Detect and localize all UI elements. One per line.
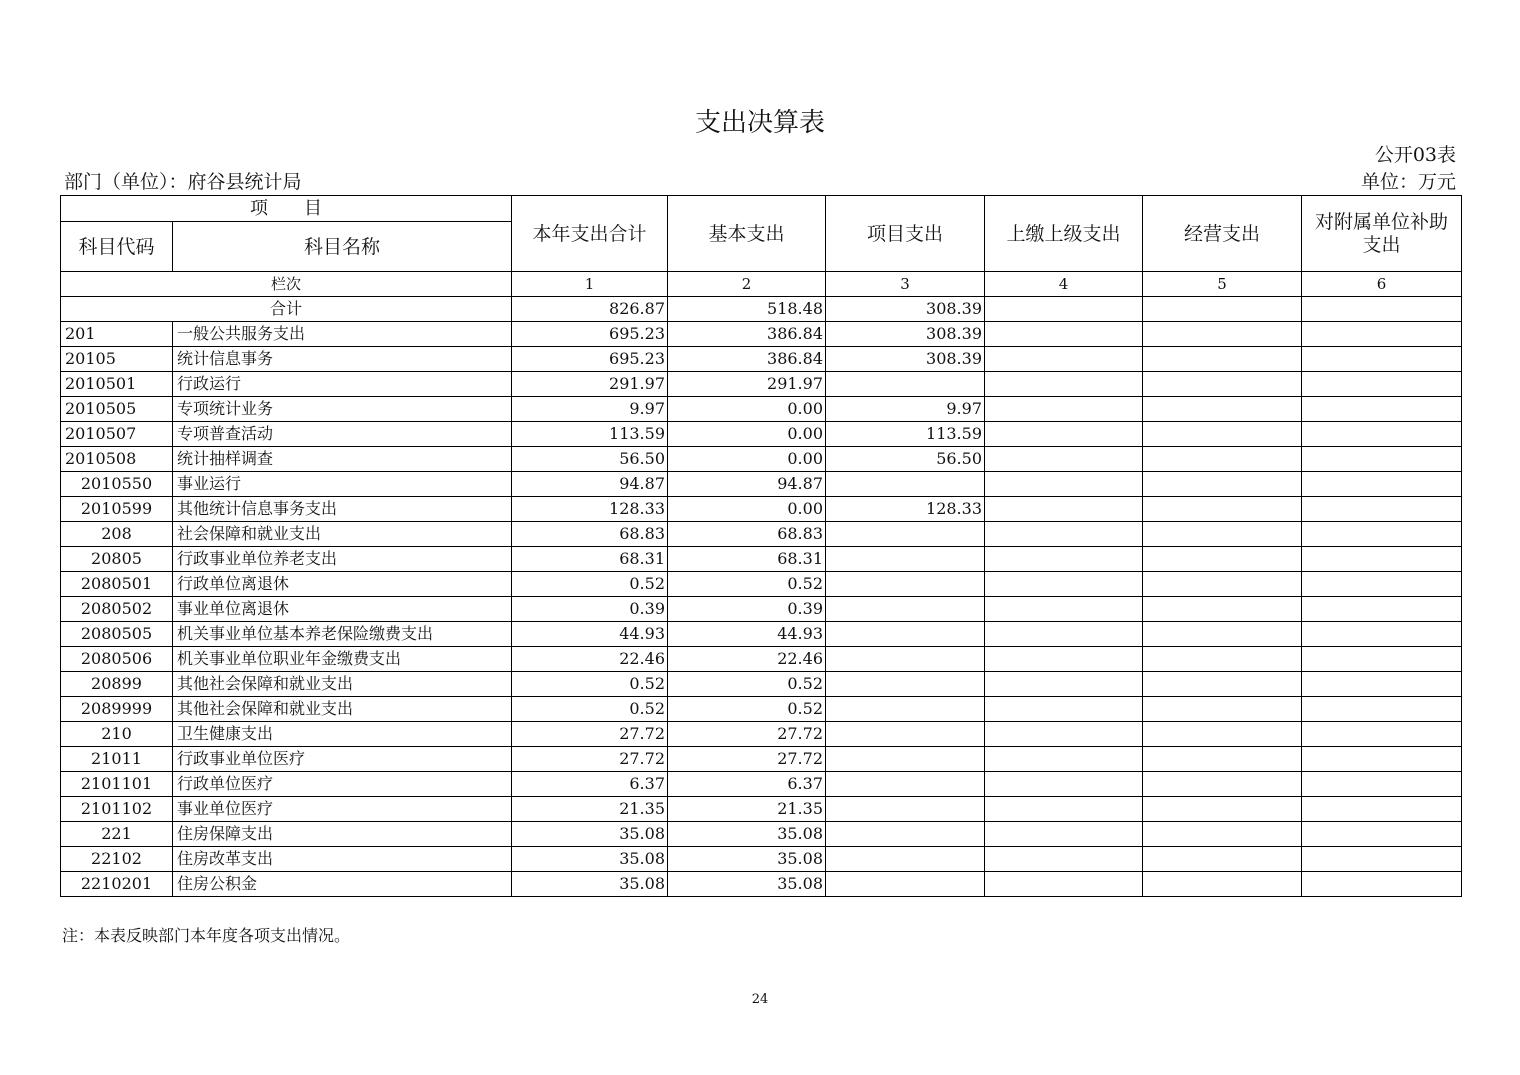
subject-name: 行政事业单位医疗 [173, 747, 512, 772]
subject-name: 机关事业单位基本养老保险缴费支出 [173, 622, 512, 647]
business-expenditure [1143, 422, 1302, 447]
total-subsidy [1302, 297, 1462, 322]
basic-expenditure: 68.31 [668, 547, 826, 572]
subject-code: 2010505 [61, 397, 173, 422]
subject-name: 卫生健康支出 [173, 722, 512, 747]
business-expenditure [1143, 697, 1302, 722]
department-label: 部门（单位）：府谷县统计局 [64, 171, 302, 193]
upper-level-expenditure [985, 647, 1143, 672]
basic-expenditure: 68.83 [668, 522, 826, 547]
basic-expenditure: 0.00 [668, 397, 826, 422]
subsidy-expenditure [1302, 422, 1462, 447]
basic-expenditure: 0.52 [668, 697, 826, 722]
subsidy-expenditure [1302, 397, 1462, 422]
header-project: 项 目 [61, 196, 512, 222]
total-expenditure: 35.08 [512, 822, 668, 847]
business-expenditure [1143, 522, 1302, 547]
table-row [61, 747, 1462, 772]
basic-expenditure: 0.00 [668, 447, 826, 472]
total-upper [985, 297, 1143, 322]
table-row [61, 472, 1462, 497]
project-expenditure: 56.50 [826, 447, 985, 472]
subject-name: 事业运行 [173, 472, 512, 497]
total-expenditure: 0.52 [512, 672, 668, 697]
header-business: 经营支出 [1143, 196, 1302, 272]
total-expenditure: 695.23 [512, 322, 668, 347]
basic-expenditure: 0.00 [668, 497, 826, 522]
table-row [61, 722, 1462, 747]
business-expenditure [1143, 347, 1302, 372]
header-name: 科目名称 [173, 222, 512, 272]
table-row [61, 322, 1462, 347]
subject-code: 20899 [61, 672, 173, 697]
subject-name: 住房公积金 [173, 872, 512, 897]
business-expenditure [1143, 447, 1302, 472]
business-expenditure [1143, 847, 1302, 872]
subject-code: 221 [61, 822, 173, 847]
subsidy-expenditure [1302, 847, 1462, 872]
total-label: 合计 [61, 297, 512, 322]
project-expenditure [826, 872, 985, 897]
subject-code: 2010508 [61, 447, 173, 472]
subsidy-expenditure [1302, 797, 1462, 822]
project-expenditure: 308.39 [826, 347, 985, 372]
business-expenditure [1143, 322, 1302, 347]
column-index-row [61, 272, 1462, 297]
business-expenditure [1143, 547, 1302, 572]
upper-level-expenditure [985, 522, 1143, 547]
subject-name: 一般公共服务支出 [173, 322, 512, 347]
subject-code: 208 [61, 522, 173, 547]
total-expenditure: 695.23 [512, 347, 668, 372]
subsidy-expenditure [1302, 597, 1462, 622]
upper-level-expenditure [985, 397, 1143, 422]
subject-name: 事业单位离退休 [173, 597, 512, 622]
table-row [61, 647, 1462, 672]
subject-name: 机关事业单位职业年金缴费支出 [173, 647, 512, 672]
subsidy-expenditure [1302, 497, 1462, 522]
total-expenditure: 35.08 [512, 872, 668, 897]
table-row [61, 422, 1462, 447]
index-label: 栏次 [61, 272, 512, 297]
business-expenditure [1143, 797, 1302, 822]
subsidy-expenditure [1302, 322, 1462, 347]
subsidy-expenditure [1302, 447, 1462, 472]
subject-name: 专项统计业务 [173, 397, 512, 422]
total-business [1143, 297, 1302, 322]
header-total: 本年支出合计 [512, 196, 668, 272]
form-number: 公开03表 [1374, 144, 1456, 166]
basic-expenditure: 0.39 [668, 597, 826, 622]
upper-level-expenditure [985, 722, 1143, 747]
table-row [61, 447, 1462, 472]
basic-expenditure: 35.08 [668, 872, 826, 897]
table-row [61, 397, 1462, 422]
basic-expenditure: 94.87 [668, 472, 826, 497]
subject-name: 专项普查活动 [173, 422, 512, 447]
table-row [61, 372, 1462, 397]
total-expenditure: 113.59 [512, 422, 668, 447]
total-amount: 826.87 [512, 297, 668, 322]
header-code: 科目代码 [61, 222, 173, 272]
upper-level-expenditure [985, 697, 1143, 722]
subject-code: 2101102 [61, 797, 173, 822]
subject-name: 住房改革支出 [173, 847, 512, 872]
expenditure-table [60, 195, 1462, 897]
total-expenditure: 21.35 [512, 797, 668, 822]
subsidy-expenditure [1302, 647, 1462, 672]
upper-level-expenditure [985, 822, 1143, 847]
subject-code: 2080506 [61, 647, 173, 672]
project-expenditure [826, 572, 985, 597]
basic-expenditure: 27.72 [668, 722, 826, 747]
project-expenditure: 113.59 [826, 422, 985, 447]
basic-expenditure: 6.37 [668, 772, 826, 797]
index-cell: 4 [985, 272, 1143, 297]
business-expenditure [1143, 647, 1302, 672]
basic-expenditure: 0.52 [668, 672, 826, 697]
table-row [61, 497, 1462, 522]
table-row [61, 847, 1462, 872]
business-expenditure [1143, 672, 1302, 697]
total-project: 308.39 [826, 297, 985, 322]
index-cell: 1 [512, 272, 668, 297]
project-expenditure [826, 647, 985, 672]
subject-name: 行政事业单位养老支出 [173, 547, 512, 572]
unit-label: 单位：万元 [1360, 171, 1456, 193]
index-cell: 3 [826, 272, 985, 297]
subsidy-expenditure [1302, 472, 1462, 497]
business-expenditure [1143, 372, 1302, 397]
subsidy-expenditure [1302, 772, 1462, 797]
total-basic: 518.48 [668, 297, 826, 322]
subject-name: 行政单位离退休 [173, 572, 512, 597]
table-row [61, 522, 1462, 547]
business-expenditure [1143, 497, 1302, 522]
upper-level-expenditure [985, 672, 1143, 697]
subsidy-expenditure [1302, 572, 1462, 597]
upper-level-expenditure [985, 497, 1143, 522]
footnote: 注：本表反映部门本年度各项支出情况。 [62, 926, 351, 945]
subject-code: 20805 [61, 547, 173, 572]
subject-name: 其他社会保障和就业支出 [173, 697, 512, 722]
subject-name: 其他社会保障和就业支出 [173, 672, 512, 697]
upper-level-expenditure [985, 872, 1143, 897]
project-expenditure [826, 672, 985, 697]
index-cell: 5 [1143, 272, 1302, 297]
upper-level-expenditure [985, 547, 1143, 572]
table-row [61, 872, 1462, 897]
basic-expenditure: 0.00 [668, 422, 826, 447]
total-expenditure: 128.33 [512, 497, 668, 522]
basic-expenditure: 21.35 [668, 797, 826, 822]
subject-name: 统计抽样调查 [173, 447, 512, 472]
total-expenditure: 27.72 [512, 747, 668, 772]
subject-code: 2010599 [61, 497, 173, 522]
table-row [61, 672, 1462, 697]
project-expenditure [826, 547, 985, 572]
business-expenditure [1143, 572, 1302, 597]
total-expenditure: 9.97 [512, 397, 668, 422]
subject-name: 行政运行 [173, 372, 512, 397]
subject-code: 2080502 [61, 597, 173, 622]
upper-level-expenditure [985, 847, 1143, 872]
table-row [61, 347, 1462, 372]
total-expenditure: 6.37 [512, 772, 668, 797]
subject-name: 事业单位医疗 [173, 797, 512, 822]
subject-name: 统计信息事务 [173, 347, 512, 372]
upper-level-expenditure [985, 422, 1143, 447]
table-row [61, 797, 1462, 822]
business-expenditure [1143, 722, 1302, 747]
subject-code: 21011 [61, 747, 173, 772]
project-expenditure [826, 822, 985, 847]
subject-code: 2101101 [61, 772, 173, 797]
subsidy-expenditure [1302, 547, 1462, 572]
project-expenditure [826, 797, 985, 822]
upper-level-expenditure [985, 322, 1143, 347]
business-expenditure [1143, 622, 1302, 647]
subsidy-expenditure [1302, 822, 1462, 847]
upper-level-expenditure [985, 797, 1143, 822]
project-expenditure [826, 622, 985, 647]
total-expenditure: 68.83 [512, 522, 668, 547]
subject-name: 社会保障和就业支出 [173, 522, 512, 547]
project-expenditure [826, 747, 985, 772]
table-row [61, 772, 1462, 797]
basic-expenditure: 0.52 [668, 572, 826, 597]
header-subsidy: 对附属单位补助支出 [1302, 196, 1462, 272]
header-basic: 基本支出 [668, 196, 826, 272]
total-expenditure: 27.72 [512, 722, 668, 747]
total-expenditure: 291.97 [512, 372, 668, 397]
project-expenditure [826, 522, 985, 547]
table-row [61, 547, 1462, 572]
upper-level-expenditure [985, 447, 1143, 472]
project-expenditure [826, 372, 985, 397]
project-expenditure [826, 472, 985, 497]
index-cell: 6 [1302, 272, 1462, 297]
total-expenditure: 35.08 [512, 847, 668, 872]
total-expenditure: 0.52 [512, 697, 668, 722]
upper-level-expenditure [985, 472, 1143, 497]
subsidy-expenditure [1302, 722, 1462, 747]
business-expenditure [1143, 872, 1302, 897]
project-expenditure [826, 597, 985, 622]
basic-expenditure: 291.97 [668, 372, 826, 397]
subject-code: 201 [61, 322, 173, 347]
subject-code: 2210201 [61, 872, 173, 897]
total-expenditure: 0.39 [512, 597, 668, 622]
table-row [61, 697, 1462, 722]
subject-name: 其他统计信息事务支出 [173, 497, 512, 522]
upper-level-expenditure [985, 347, 1143, 372]
subsidy-expenditure [1302, 372, 1462, 397]
total-expenditure: 22.46 [512, 647, 668, 672]
total-expenditure: 0.52 [512, 572, 668, 597]
business-expenditure [1143, 772, 1302, 797]
business-expenditure [1143, 822, 1302, 847]
total-expenditure: 44.93 [512, 622, 668, 647]
index-cell: 2 [668, 272, 826, 297]
subsidy-expenditure [1302, 672, 1462, 697]
subsidy-expenditure [1302, 697, 1462, 722]
project-expenditure [826, 772, 985, 797]
business-expenditure [1143, 597, 1302, 622]
subject-code: 2010507 [61, 422, 173, 447]
business-expenditure [1143, 747, 1302, 772]
basic-expenditure: 35.08 [668, 847, 826, 872]
subject-code: 2010550 [61, 472, 173, 497]
total-expenditure: 94.87 [512, 472, 668, 497]
subject-code: 2089999 [61, 697, 173, 722]
subsidy-expenditure [1302, 747, 1462, 772]
upper-level-expenditure [985, 622, 1143, 647]
table-row [61, 597, 1462, 622]
basic-expenditure: 35.08 [668, 822, 826, 847]
subject-name: 行政单位医疗 [173, 772, 512, 797]
project-expenditure [826, 697, 985, 722]
basic-expenditure: 386.84 [668, 347, 826, 372]
total-expenditure: 56.50 [512, 447, 668, 472]
subject-code: 2010501 [61, 372, 173, 397]
upper-level-expenditure [985, 572, 1143, 597]
subject-code: 2080501 [61, 572, 173, 597]
subsidy-expenditure [1302, 522, 1462, 547]
basic-expenditure: 44.93 [668, 622, 826, 647]
project-expenditure: 128.33 [826, 497, 985, 522]
page-title: 支出决算表 [694, 108, 825, 138]
subsidy-expenditure [1302, 872, 1462, 897]
subject-code: 2080505 [61, 622, 173, 647]
business-expenditure [1143, 472, 1302, 497]
subject-code: 210 [61, 722, 173, 747]
subject-name: 住房保障支出 [173, 822, 512, 847]
upper-level-expenditure [985, 597, 1143, 622]
project-expenditure [826, 722, 985, 747]
subsidy-expenditure [1302, 347, 1462, 372]
basic-expenditure: 386.84 [668, 322, 826, 347]
project-expenditure [826, 847, 985, 872]
basic-expenditure: 27.72 [668, 747, 826, 772]
table-row [61, 622, 1462, 647]
header-upper-level: 上缴上级支出 [985, 196, 1143, 272]
subsidy-expenditure [1302, 622, 1462, 647]
page-number: 24 [751, 992, 769, 1007]
upper-level-expenditure [985, 772, 1143, 797]
upper-level-expenditure [985, 372, 1143, 397]
basic-expenditure: 22.46 [668, 647, 826, 672]
total-row [61, 297, 1462, 322]
business-expenditure [1143, 397, 1302, 422]
subject-code: 22102 [61, 847, 173, 872]
project-expenditure: 308.39 [826, 322, 985, 347]
upper-level-expenditure [985, 747, 1143, 772]
subject-code: 20105 [61, 347, 173, 372]
header-project-expenditure: 项目支出 [826, 196, 985, 272]
total-expenditure: 68.31 [512, 547, 668, 572]
table-row [61, 822, 1462, 847]
table-row [61, 572, 1462, 597]
project-expenditure: 9.97 [826, 397, 985, 422]
